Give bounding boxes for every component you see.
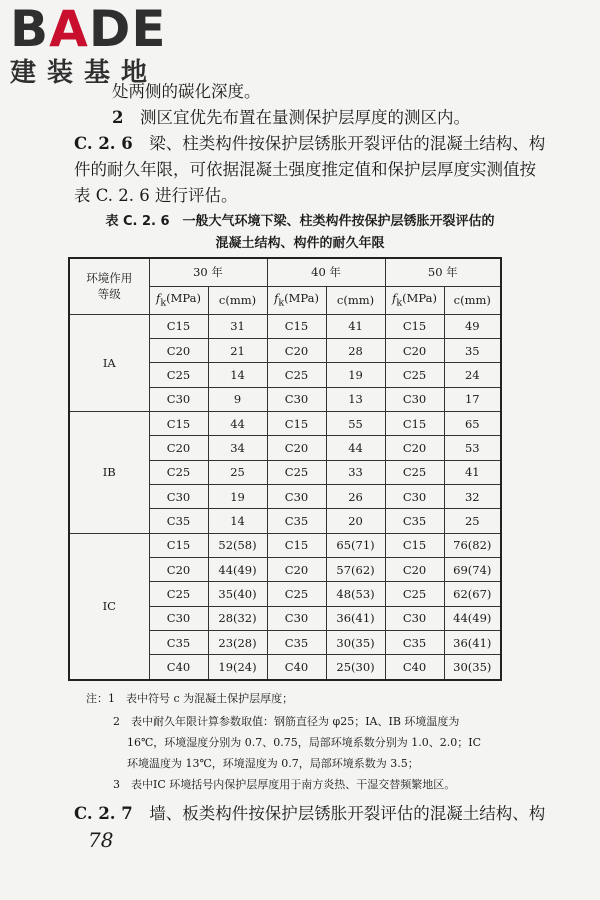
clause-c26-line2: 件的耐久年限，可依据混凝土强度推定值和保护层厚度实测值按 — [74, 160, 536, 179]
strength-cell: C25 — [385, 363, 444, 387]
cover-cell: 30(35) — [444, 655, 501, 680]
table-caption-line1: 表 C. 2. 6 一般大气环境下梁、柱类构件按保护层锈胀开裂评估的 — [105, 214, 495, 229]
cover-cell: 20 — [326, 509, 385, 533]
header-c: c(mm) — [326, 286, 385, 314]
cover-cell: 32 — [444, 484, 501, 508]
strength-cell: C15 — [385, 411, 444, 435]
cover-cell: 35 — [444, 338, 501, 362]
cover-cell: 35(40) — [208, 582, 267, 606]
strength-cell: C20 — [385, 436, 444, 460]
cover-cell: 44 — [208, 411, 267, 435]
table-row — [69, 314, 501, 338]
strength-cell: C35 — [267, 509, 326, 533]
strength-cell: C20 — [149, 436, 208, 460]
cover-cell: 14 — [208, 363, 267, 387]
strength-cell: C15 — [267, 314, 326, 338]
note-2-line1: 2 表中耐久年限计算参数取值：钢筋直径为 φ25；ⅠA、ⅠB 环境温度为 — [113, 715, 460, 728]
strength-cell: C20 — [385, 338, 444, 362]
cover-cell: 76(82) — [444, 533, 501, 557]
cover-cell: 24 — [444, 363, 501, 387]
cover-cell: 41 — [326, 314, 385, 338]
cover-cell: 13 — [326, 387, 385, 411]
cover-cell: 36(41) — [326, 606, 385, 630]
cover-cell: 28 — [326, 338, 385, 362]
strength-cell: C30 — [149, 484, 208, 508]
strength-cell: C25 — [267, 460, 326, 484]
header-30-years: 30 年 — [149, 258, 267, 286]
env-grade-cell: ⅠB — [69, 411, 149, 533]
strength-cell: C25 — [149, 460, 208, 484]
strength-cell: C25 — [385, 460, 444, 484]
header-c: c(mm) — [444, 286, 501, 314]
clause-c26-id: C. 2. 6 — [74, 134, 133, 153]
clause-c26-line1: C. 2. 6 梁、柱类构件按保护层锈胀开裂评估的混凝土结构、构 — [74, 134, 546, 153]
strength-cell: C15 — [149, 411, 208, 435]
cover-cell: 57(62) — [326, 557, 385, 581]
strength-cell: C15 — [149, 314, 208, 338]
logo-subtitle: 建装基地 — [10, 58, 159, 88]
header-env-grade: 环境作用 等级 — [69, 258, 149, 314]
cover-cell: 48(53) — [326, 582, 385, 606]
strength-cell: C15 — [149, 533, 208, 557]
cover-cell: 14 — [208, 509, 267, 533]
header-40-years: 40 年 — [267, 258, 385, 286]
strength-cell: C20 — [267, 436, 326, 460]
strength-cell: C35 — [267, 630, 326, 654]
strength-cell: C25 — [385, 582, 444, 606]
header-fk: $f_k(MPa)$ — [149, 286, 208, 314]
cover-cell: 25(30) — [326, 655, 385, 680]
strength-cell: C35 — [385, 630, 444, 654]
strength-cell: C30 — [267, 484, 326, 508]
cover-cell: 44(49) — [208, 557, 267, 581]
strength-cell: C30 — [385, 484, 444, 508]
cover-cell: 62(67) — [444, 582, 501, 606]
strength-cell: C15 — [267, 533, 326, 557]
cover-cell: 26 — [326, 484, 385, 508]
strength-cell: C15 — [267, 411, 326, 435]
header-c: c(mm) — [208, 286, 267, 314]
cover-cell: 36(41) — [444, 630, 501, 654]
logo-wordmark: BADE — [10, 0, 167, 58]
strength-cell: C30 — [149, 606, 208, 630]
item-text: 测区宜优先布置在量测保护层厚度的测区内。 — [139, 108, 470, 127]
strength-cell: C30 — [267, 606, 326, 630]
cover-cell: 44 — [326, 436, 385, 460]
strength-cell: C25 — [267, 363, 326, 387]
cover-cell: 53 — [444, 436, 501, 460]
strength-cell: C20 — [149, 338, 208, 362]
strength-cell: C30 — [385, 606, 444, 630]
cover-cell: 55 — [326, 411, 385, 435]
cover-cell: 65(71) — [326, 533, 385, 557]
strength-cell: C40 — [267, 655, 326, 680]
cover-cell: 69(74) — [444, 557, 501, 581]
strength-cell: C25 — [267, 582, 326, 606]
cover-cell: 33 — [326, 460, 385, 484]
strength-cell: C30 — [385, 387, 444, 411]
env-grade-cell: ⅠA — [69, 314, 149, 411]
strength-cell: C20 — [385, 557, 444, 581]
cover-cell: 25 — [208, 460, 267, 484]
strength-cell: C15 — [385, 314, 444, 338]
text-line-2 — [112, 104, 470, 128]
strength-cell: C35 — [385, 509, 444, 533]
env-grade-cell: ⅠC — [69, 533, 149, 680]
clause-c27-id: C. 2. 7 — [74, 804, 133, 823]
note-1: 注：1 表中符号 c 为混凝土保护层厚度； — [86, 692, 294, 705]
header-50-years: 50 年 — [385, 258, 501, 286]
strength-cell: C40 — [149, 655, 208, 680]
clause-c27-line: C. 2. 7 墙、板类构件按保护层锈胀开裂评估的混凝土结构、构 — [74, 804, 546, 823]
text-line-1: 处两侧的碳化深度。 — [112, 82, 261, 101]
note-3: 3 表中ⅠC 环境括号内保护层厚度用于南方炎热、干湿交替频繁地区。 — [113, 778, 456, 791]
strength-cell: C25 — [149, 363, 208, 387]
note-2-line2: 16℃，环境湿度分别为 0.7、0.75，局部环境系数分别为 1.0、2.0；ⅠC — [127, 736, 482, 749]
cover-cell: 31 — [208, 314, 267, 338]
item-number: 2 — [112, 108, 124, 127]
table-caption-line2: 混凝土结构、构件的耐久年限 — [215, 236, 385, 251]
cover-cell: 41 — [444, 460, 501, 484]
cover-cell: 44(49) — [444, 606, 501, 630]
cover-cell: 9 — [208, 387, 267, 411]
bade-logo — [10, 2, 167, 88]
strength-cell: C30 — [267, 387, 326, 411]
strength-cell: C20 — [267, 338, 326, 362]
strength-cell: C30 — [149, 387, 208, 411]
cover-cell: 23(28) — [208, 630, 267, 654]
table-row — [69, 411, 501, 435]
cover-cell: 19 — [208, 484, 267, 508]
cover-cell: 19 — [326, 363, 385, 387]
header-fk: $f_k(MPa)$ — [267, 286, 326, 314]
strength-cell: C35 — [149, 509, 208, 533]
cover-cell: 19(24) — [208, 655, 267, 680]
cover-cell: 65 — [444, 411, 501, 435]
table-row — [69, 533, 501, 557]
page-number: 78 — [88, 828, 114, 852]
cover-cell: 28(32) — [208, 606, 267, 630]
cover-cell: 49 — [444, 314, 501, 338]
strength-cell: C15 — [385, 533, 444, 557]
note-2-line3: 环境温度为 13℃，环境湿度为 0.7，局部环境系数为 3.5； — [127, 757, 419, 770]
cover-cell: 34 — [208, 436, 267, 460]
strength-cell: C20 — [267, 557, 326, 581]
strength-cell: C20 — [149, 557, 208, 581]
cover-cell: 25 — [444, 509, 501, 533]
cover-cell: 30(35) — [326, 630, 385, 654]
header-fk: $f_k(MPa)$ — [385, 286, 444, 314]
strength-cell: C25 — [149, 582, 208, 606]
strength-cell: C35 — [149, 630, 208, 654]
clause-c26-line3: 表 C. 2. 6 进行评估。 — [74, 186, 238, 205]
cover-cell: 21 — [208, 338, 267, 362]
cover-cell: 52(58) — [208, 533, 267, 557]
cover-cell: 17 — [444, 387, 501, 411]
durability-table — [68, 257, 502, 681]
strength-cell: C40 — [385, 655, 444, 680]
